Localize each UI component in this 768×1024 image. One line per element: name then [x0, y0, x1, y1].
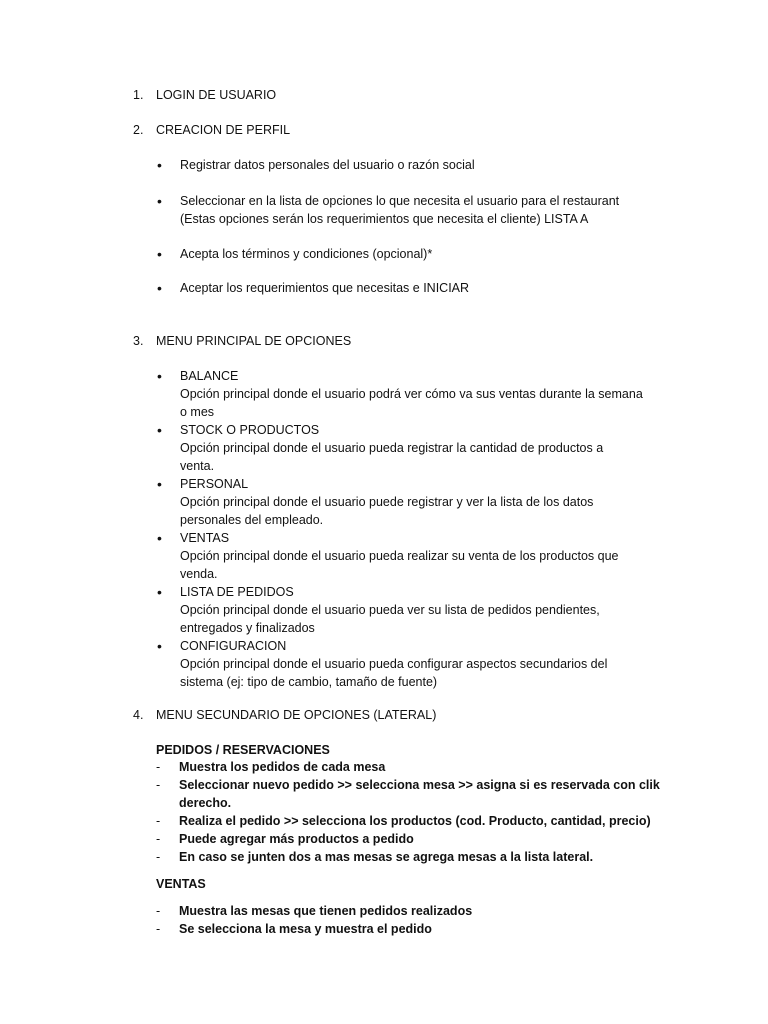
option-desc: Opción principal donde el usuario podrá ver cómo va sus ventas durante la semana [180, 387, 643, 401]
option-desc: personales del empleado. [180, 513, 324, 527]
option-title: • LISTA DE PEDIDOS [180, 585, 294, 599]
option-desc: Opción principal donde el usuario puede registrar y ver la lista de los datos [180, 495, 594, 509]
bullet-text: • Acepta los términos y condiciones (opcional)* [157, 245, 677, 263]
perfil-bullet-2 [157, 192, 677, 228]
list-item-continuation: derecho. [179, 796, 232, 810]
perfil-bullet-1 [157, 156, 677, 174]
list-item: - En caso se junten dos a mas mesas se agrega mesas a la lista lateral. [156, 848, 676, 866]
option-title: • CONFIGURACION [180, 639, 287, 653]
list-item: - Muestra las mesas que tienen pedidos realizados [156, 902, 676, 920]
list-item: - Puede agregar más productos a pedido [156, 830, 676, 848]
bullet-text: • Registrar datos personales del usuario o razón social [157, 156, 677, 174]
option-desc: entregados y finalizados [180, 621, 315, 635]
section-title: MENU PRINCIPAL DE OPCIONES [156, 334, 352, 348]
ventas-heading: VENTAS [156, 877, 206, 891]
menu-option-lista-pedidos [157, 583, 677, 637]
section-title: LOGIN DE USUARIO [156, 88, 277, 102]
pedidos-heading: PEDIDOS / RESERVACIONES [156, 743, 330, 757]
bullet-text [157, 192, 677, 228]
list-item: - Se selecciona la mesa y muestra el pedido [156, 920, 676, 938]
perfil-bullet-4 [157, 279, 677, 297]
option-desc: o mes [180, 405, 215, 419]
bullet-line: • Seleccionar en la lista de opciones lo que necesita el usuario para el restaurant [180, 194, 620, 208]
option-desc: venta. [180, 459, 215, 473]
option-desc: sistema (ej: tipo de cambio, tamaño de fuente) [180, 675, 438, 689]
section-number: 1. [133, 88, 144, 102]
ventas-list [156, 902, 676, 938]
option-desc: venda. [180, 567, 218, 581]
option-title: • VENTAS [180, 531, 230, 545]
section-number: 3. [133, 334, 144, 348]
option-title: • PERSONAL [180, 477, 249, 491]
bullet-text: • Aceptar los requerimientos que necesitas e INICIAR [157, 279, 677, 297]
menu-option-personal [157, 475, 677, 529]
bullet-line: (Estas opciones serán los requerimientos que necesita el cliente) LISTA A [180, 212, 589, 226]
perfil-bullet-3 [157, 245, 677, 263]
section-title: CREACION DE PERFIL [156, 123, 291, 137]
menu-option-stock [157, 421, 677, 475]
menu-option-balance [157, 367, 677, 421]
option-desc: Opción principal donde el usuario pueda configurar aspectos secundarios del [180, 657, 608, 671]
menu-option-ventas [157, 529, 677, 583]
list-item: - Muestra los pedidos de cada mesa [156, 758, 676, 776]
menu-option-configuracion [157, 637, 677, 691]
pedidos-list [156, 758, 676, 866]
option-title: • BALANCE [180, 369, 239, 383]
section-number: 4. [133, 708, 144, 722]
section-number: 2. [133, 123, 144, 137]
option-desc: Opción principal donde el usuario pueda registrar la cantidad de productos a [180, 441, 604, 455]
option-desc: Opción principal donde el usuario pueda ver su lista de pedidos pendientes, [180, 603, 600, 617]
menu-principal-list [157, 367, 677, 691]
list-item: - Seleccionar nuevo pedido >> selecciona mesa >> asigna si es reservada con clik [156, 776, 676, 794]
list-item: - Realiza el pedido >> selecciona los productos (cod. Producto, cantidad, precio) [156, 812, 676, 830]
option-title: • STOCK O PRODUCTOS [180, 423, 320, 437]
section-title: MENU SECUNDARIO DE OPCIONES (LATERAL) [156, 708, 437, 722]
option-desc: Opción principal donde el usuario pueda realizar su venta de los productos que [180, 549, 619, 563]
